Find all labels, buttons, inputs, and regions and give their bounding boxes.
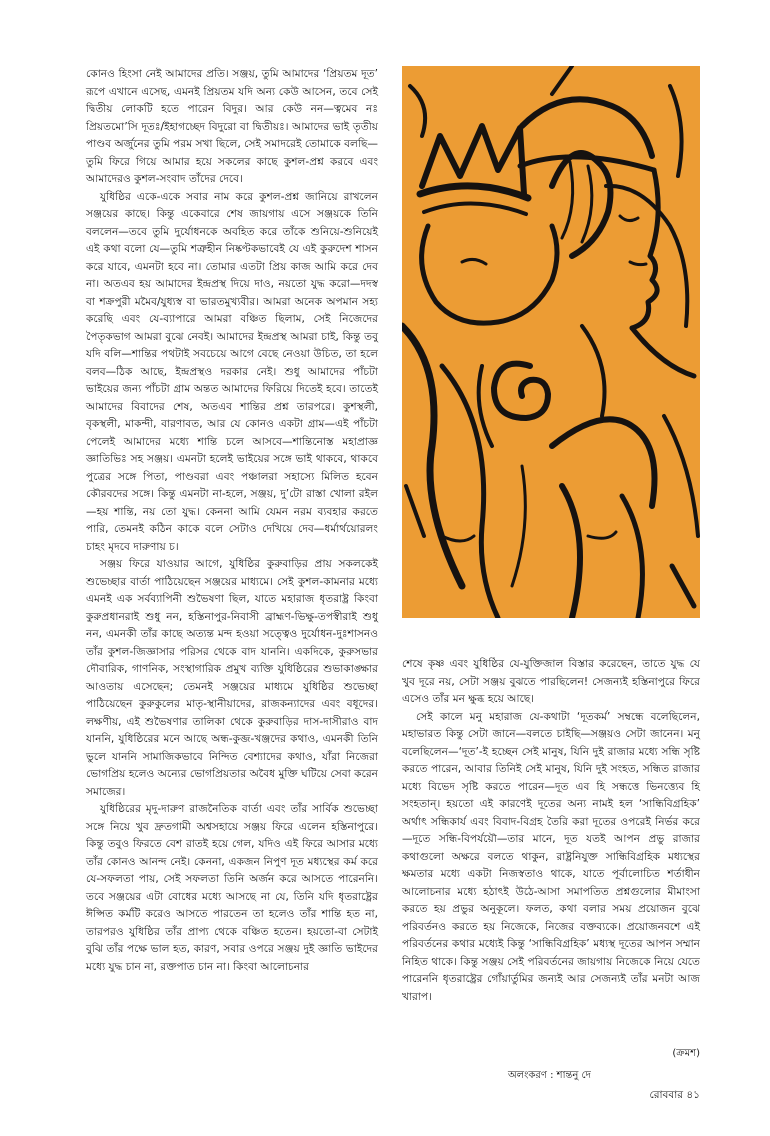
article-right-column: [402, 656, 700, 1006]
paragraph: কোনও হিংসা নেই আমাদের প্রতি। সঞ্জয়, তুমি আমাদের ‘প্রিয়তম দূত’ রূপে এখানে এসেছ, এমনই প্রিয়তম যদি অন্য কেউ আসেন, তবে সেই দ্বিতীয় লোকটি হতে পারেন বিদুর। আর কেউ নন—ত্বমেব নঃ প্রিয়তমো’সি দূতঃ/ইহাগচ্ছেদ বিদুরো বা দ্বিতীয়ঃ। আমাদের ভাই তৃতীয় পাণ্ডব অর্জুনের তুমি পরম সখা ছিলে, সেই সমাদরেই তোমাকে বলছি—তুমি ফিরে গিয়ে আমার হয়ে সকলের কাছে কুশল-প্রশ্ন করবে এবং আমাদেরও কুশল-সংবাদ তাঁদের দেবে।: [86, 68, 378, 185]
continued-marker: (ক্রমশ): [672, 1048, 700, 1059]
article-left-column: [86, 66, 378, 976]
paragraph: সেই কালে মনু মহারাজ যে-কথাটা ‘দূতকর্ম’ সম্বন্ধে বলেছিলেন, মহাভারত কিন্তু সেটা জানে—বলতে চাইছি—সঞ্জয়ও সেটা জানেন। মনু বলেছিলেন—‘দূত’-ই হচ্ছেন সেই মানুষ, যিনি দুই রাজার মধ্যে সন্ধি সৃষ্টি করতে পারেন, আবার তিনিই সেই মানুষ, যিনি দুই সংহত, সন্ধিত রাজার মধ্যে বিভেদ সৃষ্টি করতে পারেন—দূত এব হি সন্ধত্তে ভিনত্ত্যেব হি সংহতান্। হয়তো এই কারণেই দূতের অন্য নামই হল ‘সান্ধিবিগ্রহিক’ অর্থাৎ সন্ধিকার্য এবং বিবাদ-বিগ্রহ তৈরি করা দূতের ওপরেই নির্ভর করে—দূতে সন্ধি-বিপর্যয়ৌ—তার মানে, দূত যতই আপন প্রভু রাজার কথাগুলো অক্ষরে বলতে থাকুন, রাষ্ট্রনিযুক্ত সান্ধিবিগ্রহিক মধ্যস্থের ক্ষমতার মধ্যে একটা নিজস্বতাও থাকে, যাতে পূর্বালোচিত শর্তাধীন আলোচনার মধ্যে হঠাৎই উঠে-আসা সমাপতিত প্রশ্নগুলোর মীমাংসা করতে হয় প্রভুর অনুকূলে। ফলত, কথা বলার সময় প্রয়োজন বুঝে পরিবর্তনও করতে হয় নিজেকে, নিজের বক্তব্যকে। প্রয়োজনবশে এই পরিবর্তনের কথার মধ্যেই কিন্তু ‘সান্ধিবিগ্রহিক’ মধ্যস্থ দূতের আপন সম্মান নিহিত থাকে। কিন্তু সঞ্জয় সেই পরিবর্তনের জায়গায় নিজেকে নিয়ে যেতে পারেননি ধৃতরাষ্ট্রের গোঁয়ার্তুমির জন্যই আর সেজন্যই তাঁর মনটা আজ খারাপ।: [402, 710, 700, 1003]
illustration: [402, 66, 700, 618]
page-number: রোববার ৪১: [649, 1089, 700, 1101]
paragraph: যুধিষ্ঠির একে-একে সবার নাম করে কুশল-প্রশ্ন জানিয়ে রাখলেন সঞ্জয়ের কাছে। কিন্তু একেবারে শেষ জায়গায় এসে সঞ্জয়কে তিনি বললেন—তবে তুমি দুর্যোধনকে অবহিত করে তাঁকে শুনিয়ে-শুনিয়েই এই কথা বলো যে—তুমি শত্রুহীন নিষ্কণ্টকভাবেই যে এই কুরুদেশ শাসন করে যাবে, এমনটা হবে না। তোমার এতটা প্রিয় কাজ আমি করে দেব না। অতএব হয় আমাদের ইন্দ্রপ্রস্থ দিয়ে দাও, নয়তো যুদ্ধ করো—দদস্ব বা শক্রপুরী মমৈব/যুধ্যস্ব বা ভারতমুখ্যবীর। আমরা অনেক অপমান সহ্য করেছি এবং যে-ব্যাপারে আমরা বঞ্চিত ছিলাম, সেই নিজেদের পৈতৃকভাগ আমরা বুঝে নেবই। আমাদের ইন্দ্রপ্রস্থ আমরা চাই, কিন্তু তবু যদি বলি—শান্তির পথটাই সবচেয়ে আগে বেছে নেওয়া উচিত, তা হলে বলব—ঠিক আছে, ইন্দ্রপ্রস্থও দরকার নেই। শুধু আমাদের পাঁচটা ভাইয়ের জন্য পাঁচটা গ্রাম অন্তত আমাদের ফিরিয়ে দিতেই হবে। তাতেই আমাদের বিবাদের শেষ, অতএব শান্তির প্রশ্ন তারপরে। কুশস্থলী, বৃকস্থলী, মাকন্দী, বারণাবত, আর যে কোনও একটা গ্রাম—এই পাঁচটা পেলেই আমাদের মধ্যে শান্তি চলে আসবে—শান্তিনোস্ত মহাপ্রাজ্ঞ জ্ঞাতিভিঃ সহ সঞ্জয়। এমনটা হলেই ভাইয়ের সঙ্গে ভাই থাকবে, থাকবে পুত্রের সঙ্গে পিতা, পাণ্ডবরা এবং পঞ্চালরা সহাস্যে মিলিত হবেন কৌরবদের সঙ্গে। কিন্তু এমনটা না-হলে, সঞ্জয়, দু’টো রাস্তা খোলা রইল—হয় শান্তি, নয় তো যুদ্ধ। কেননা আমি যেমন নরম ব্যবহার করতে পারি, তেমনই কঠিন কাকে বলে সেটাও দেখিয়ে দেব—ধর্মার্থয়োরলং চাহং মৃদবে দারুণায় চ।: [86, 190, 378, 553]
paragraph: শেষে কৃষ্ণ এবং যুধিষ্ঠির যে-যুক্তিজাল বিস্তার করেছেন, তাতে যুদ্ধ যে খুব দূরে নয়, সেটা সঞ্জয় বুঝতে পারছিলেন! সেজন্যই হস্তিনাপুরে ফিরে এসেও তাঁর মন ক্ষুব্ধ হয়ে আছে।: [402, 658, 700, 705]
illustration-credit: অলংকরণ : শান্তনু দে: [508, 1070, 591, 1081]
illustration-artwork: [402, 66, 700, 618]
paragraph: সঞ্জয় ফিরে যাওয়ার আগে, যুধিষ্ঠির কুরুবাড়ির প্রায় সকলকেই শুভেচ্ছার বার্তা পাঠিয়েছেন সঞ্জয়ের মাধ্যমে। সেই কুশল-কামনার মধ্যে এমনই এক সর্বব্যাপিনী শুভৈষণা ছিল, যাতে মহারাজ ধৃতরাষ্ট্র কিংবা কুরুপ্রধানরাই শুধু নন, হস্তিনাপুর-নিবাসী ব্রাহ্মণ-ভিক্ষু-তপস্বীরাই শুধু নন, এমনকী তাঁর কাছে অত্যন্ত মন্দ হওয়া সত্ত্বেও দুর্যোধন-দুঃশাসনও তাঁর কুশল-জিজ্ঞাসার পরিসর থেকে বাদ যাননি। একদিকে, কুরুসভার দৌবারিক, গাণনিক, সংস্থাগারিক প্রমুখ ব্যক্তি যুধিষ্ঠিরের শুভাকাঙ্ক্ষার আওতায় এসেছেন; তেমনই সঞ্জয়ের মাধ্যমে যুধিষ্ঠির শুভেচ্ছা পাঠিয়েছেন কুরুকুলের মাতৃ-স্থানীয়াদের, রাজকন্যাদের এবং বধূদের। লক্ষণীয়, এই শুভৈষণার তালিকা থেকে কুরুবাড়ির দাস-দাসীরাও বাদ যাননি, যুধিষ্ঠিরের মনে আছে অন্ধ-কুব্জ-খঞ্জদের কথাও, এমনকী তিনি ভুলে যাননি সামাজিকভাবে নিন্দিত বেশ্যাদের কথাও, যাঁরা নিজেরা ভোগপ্রিয় হলেও অন্যের ভোগপ্রিয়তার অবৈধ মুক্তি ঘটিয়ে সেবা করেন সমাজের।: [86, 558, 378, 798]
paragraph: যুধিষ্ঠিরের মৃদু-দারুণ রাজনৈতিক বার্তা এবং তাঁর সার্বিক শুভেচ্ছা সঙ্গে নিয়ে খুব দ্রুতগামী অশ্বসহায়ে সঞ্জয় ফিরে এলেন হস্তিনাপুরে। কিন্তু তবুও ফিরতে বেশ রাতই হয়ে গেল, যদিও এই ফিরে আসার মধ্যে তাঁর কোনও আনন্দ নেই। কেননা, একজন নিপুণ দূত মধ্যস্থের কর্ম করে যে-সফলতা পায়, সেই সফলতা তিনি অর্জন করে আসতে পারেননি। তবে সঞ্জয়ের এটা বোধের মধ্যে আসছে না যে, তিনি যদি ধৃতরাষ্ট্রের ঈপ্সিত কর্মটি করেও আসতে পারতেন তা হলেও তাঁর শান্তি হত না, তারপরও যুধিষ্ঠির তাঁর প্রাপ্য থেকে বঞ্চিত হতেন। হয়তো-বা সেটাই বুঝি তাঁর পক্ষে ভাল হত, কারণ, সবার ওপরে সঞ্জয় দুই জ্ঞাতি ভাইদের মধ্যে যুদ্ধ চান না, রক্তপাত চান না। কিংবা আলোচনার: [86, 803, 378, 973]
